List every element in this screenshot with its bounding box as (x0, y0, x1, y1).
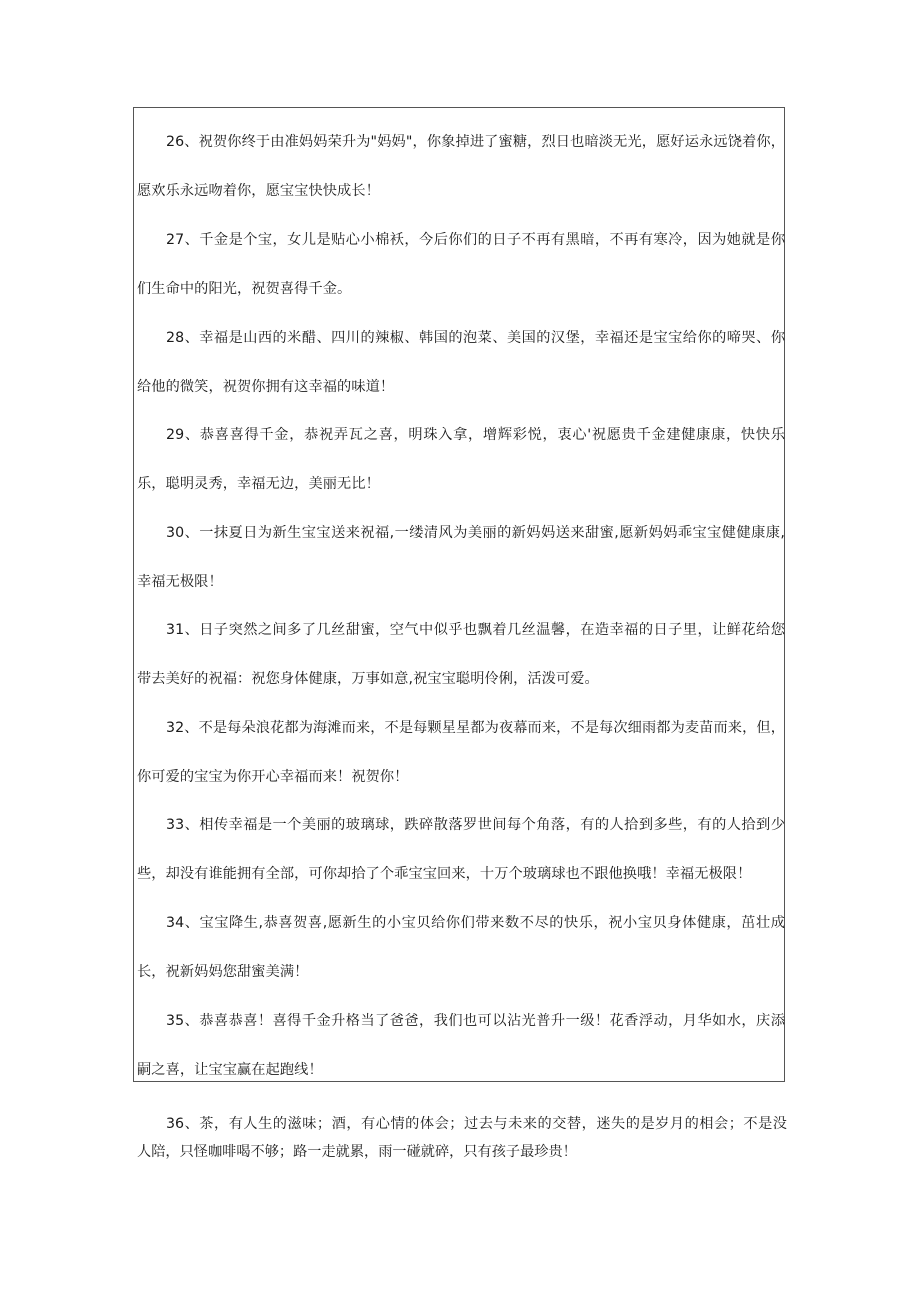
paragraph-26 (137, 118, 785, 216)
paragraph-line: 嗣之喜，让宝宝赢在起跑线！ (137, 1062, 323, 1078)
paragraph-line: 们生命中的阳光，祝贺喜得千金。 (137, 281, 352, 297)
paragraph-line: 人陪，只怪咖啡喝不够；路一走就累，雨一碰就碎，只有孩子最珍贵！ (137, 1144, 577, 1160)
paragraph-line: 愿欢乐永远吻着你，愿宝宝快快成长！ (137, 183, 380, 199)
paragraph-line: 32、不是每朵浪花都为海滩而来，不是每颗星星都为夜幕而来，不是每次细雨都为麦苗而来，但， (166, 720, 785, 736)
paragraph-line: 带去美好的祝福：祝您身体健康，万事如意,祝宝宝聪明伶俐，活泼可爱。 (137, 671, 599, 687)
paragraph-line: 30、一抹夏日为新生宝宝送来祝福,一缕清风为美丽的新妈妈送来甜蜜,愿新妈妈乖宝宝健健康康, (166, 525, 785, 541)
paragraph-29 (137, 411, 785, 509)
paragraph-line: 26、祝贺你终于由准妈妈荣升为"妈妈"，你象掉进了蜜糖，烈日也暗淡无光，愿好运永远饶着你， (166, 134, 785, 150)
paragraph-line: 33、相传幸福是一个美丽的玻璃球，跌碎散落罗世间每个角落，有的人拾到多些，有的人拾到少 (166, 817, 785, 833)
paragraph-line: 给他的微笑，祝贺你拥有这幸福的味道！ (137, 379, 395, 395)
paragraph-line: 34、宝宝降生,恭喜贺喜,愿新生的小宝贝给你们带来数不尽的快乐，祝小宝贝身体健康，茁壮成 (166, 915, 785, 931)
paragraph-line: 乐，聪明灵秀，幸福无边，美丽无比！ (137, 476, 380, 492)
paragraph-27 (137, 216, 785, 314)
paragraph-35 (137, 997, 785, 1095)
paragraph-28 (137, 314, 785, 412)
paragraph-34 (137, 899, 785, 997)
paragraph-line: 你可爱的宝宝为你开心幸福而来！祝贺你！ (137, 769, 409, 785)
paragraph-line: 36、茶，有人生的滋味；酒，有心情的体会；过去与未来的交替，迷失的是岁月的相会；不是没 (166, 1116, 787, 1132)
paragraph-line: 29、恭喜喜得千金，恭祝弄瓦之喜，明珠入拿，增辉彩悦，衷心'祝愿贵千金建健康康，快快乐 (166, 427, 785, 443)
paragraph-line: 28、幸福是山西的米醋、四川的辣椒、韩国的泡菜、美国的汉堡，幸福还是宝宝给你的啼哭、你 (166, 330, 785, 346)
paragraph-line: 27、千金是个宝，女儿是贴心小棉袄，今后你们的日子不再有黑暗，不再有寒冷，因为她就是你 (166, 232, 785, 248)
paragraph-31 (137, 606, 785, 704)
paragraph-line: 些，却没有谁能拥有全部，可你却拾了个乖宝宝回来，十万个玻璃球也不跟他换哦！幸福无极限！ (137, 866, 752, 882)
paragraph-33 (137, 801, 785, 899)
paragraph-line: 31、日子突然之间多了几丝甜蜜，空气中似乎也飘着几丝温馨，在造幸福的日子里，让鲜花给您 (166, 622, 785, 638)
paragraph-line: 幸福无极限！ (137, 574, 223, 590)
paragraph-36 (137, 1110, 787, 1166)
paragraph-line: 长，祝新妈妈您甜蜜美满！ (137, 964, 309, 980)
paragraph-32 (137, 704, 785, 802)
paragraph-line: 35、恭喜恭喜！喜得千金升格当了爸爸，我们也可以沾光普升一级！花香浮动，月华如水，庆添 (166, 1013, 785, 1029)
paragraph-30 (137, 509, 785, 607)
